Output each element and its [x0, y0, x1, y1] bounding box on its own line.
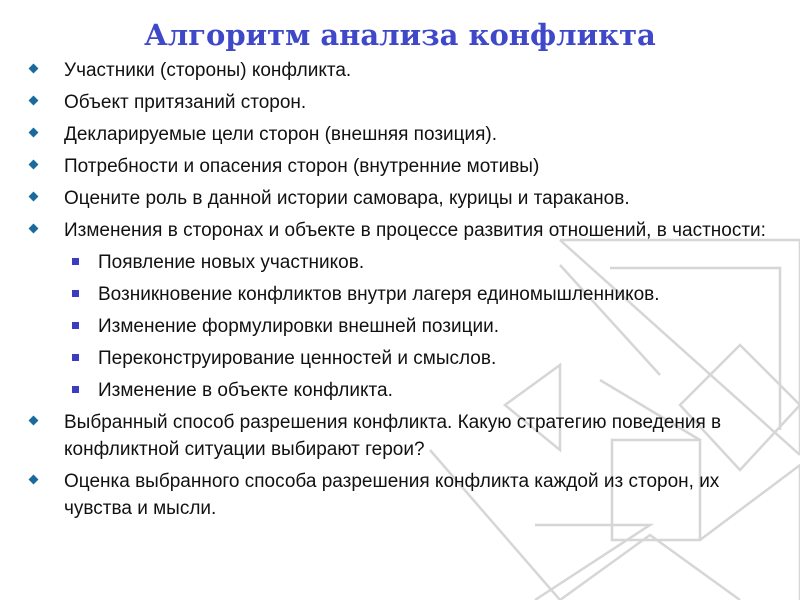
- list-item: [28, 153, 788, 180]
- sub-list-item: [28, 377, 788, 404]
- list-item-text: Потребности и опасения сторон (внутренние мотивы): [64, 156, 540, 177]
- list-item: [28, 185, 788, 212]
- square-bullet-icon: [72, 290, 79, 297]
- diamond-bullet-icon: [29, 416, 39, 426]
- diamond-bullet-icon: [29, 224, 39, 234]
- diamond-bullet-icon: [29, 96, 39, 106]
- list-item: [28, 468, 788, 522]
- slide-title: Алгоритм анализа конфликта: [144, 18, 656, 52]
- diamond-bullet-icon: [29, 160, 39, 170]
- list-item-text: Возникновение конфликтов внутри лагеря единомышленников.: [98, 284, 660, 305]
- diamond-bullet-icon: [29, 128, 39, 138]
- list-item-text: Изменение формулировки внешней позиции.: [98, 316, 499, 337]
- list-item: [28, 89, 788, 116]
- square-bullet-icon: [72, 386, 79, 393]
- list-item-text: Оцените роль в данной истории самовара, курицы и тараканов.: [64, 188, 630, 209]
- list-item-text: Появление новых участников.: [98, 252, 365, 273]
- list-item-text: Декларируемые цели сторон (внешняя позиция).: [64, 124, 498, 145]
- list-item-text: Изменение в объекте конфликта.: [98, 380, 393, 401]
- list-item: [28, 409, 788, 463]
- diamond-bullet-icon: [29, 192, 39, 202]
- list-item-text: Участники (стороны) конфликта.: [64, 60, 352, 81]
- diamond-bullet-icon: [29, 475, 39, 485]
- sub-list-item: [28, 281, 788, 308]
- list-item: [28, 57, 788, 84]
- list-item-text: Изменения в сторонах и объекте в процессе развития отношений, в частности:: [64, 220, 766, 241]
- square-bullet-icon: [72, 258, 79, 265]
- diamond-bullet-icon: [29, 64, 39, 74]
- list-item: [28, 121, 788, 148]
- list-item-text: Переконструирование ценностей и смыслов.: [98, 348, 497, 369]
- square-bullet-icon: [72, 322, 79, 329]
- list-item-text: Выбранный способ разрешения конфликта. Какую стратегию поведения в конфликтной ситуации выбирают герои?: [64, 412, 722, 460]
- sub-list-item: [28, 249, 788, 276]
- sub-list-item: [28, 313, 788, 340]
- list-item: [28, 217, 788, 244]
- bullet-list: [28, 57, 788, 527]
- list-item-text: Объект притязаний сторон.: [64, 92, 307, 113]
- square-bullet-icon: [72, 354, 79, 361]
- list-item-text: Оценка выбранного способа разрешения конфликта каждой из сторон, их чувства и мысли.: [64, 471, 720, 519]
- sub-list-item: [28, 345, 788, 372]
